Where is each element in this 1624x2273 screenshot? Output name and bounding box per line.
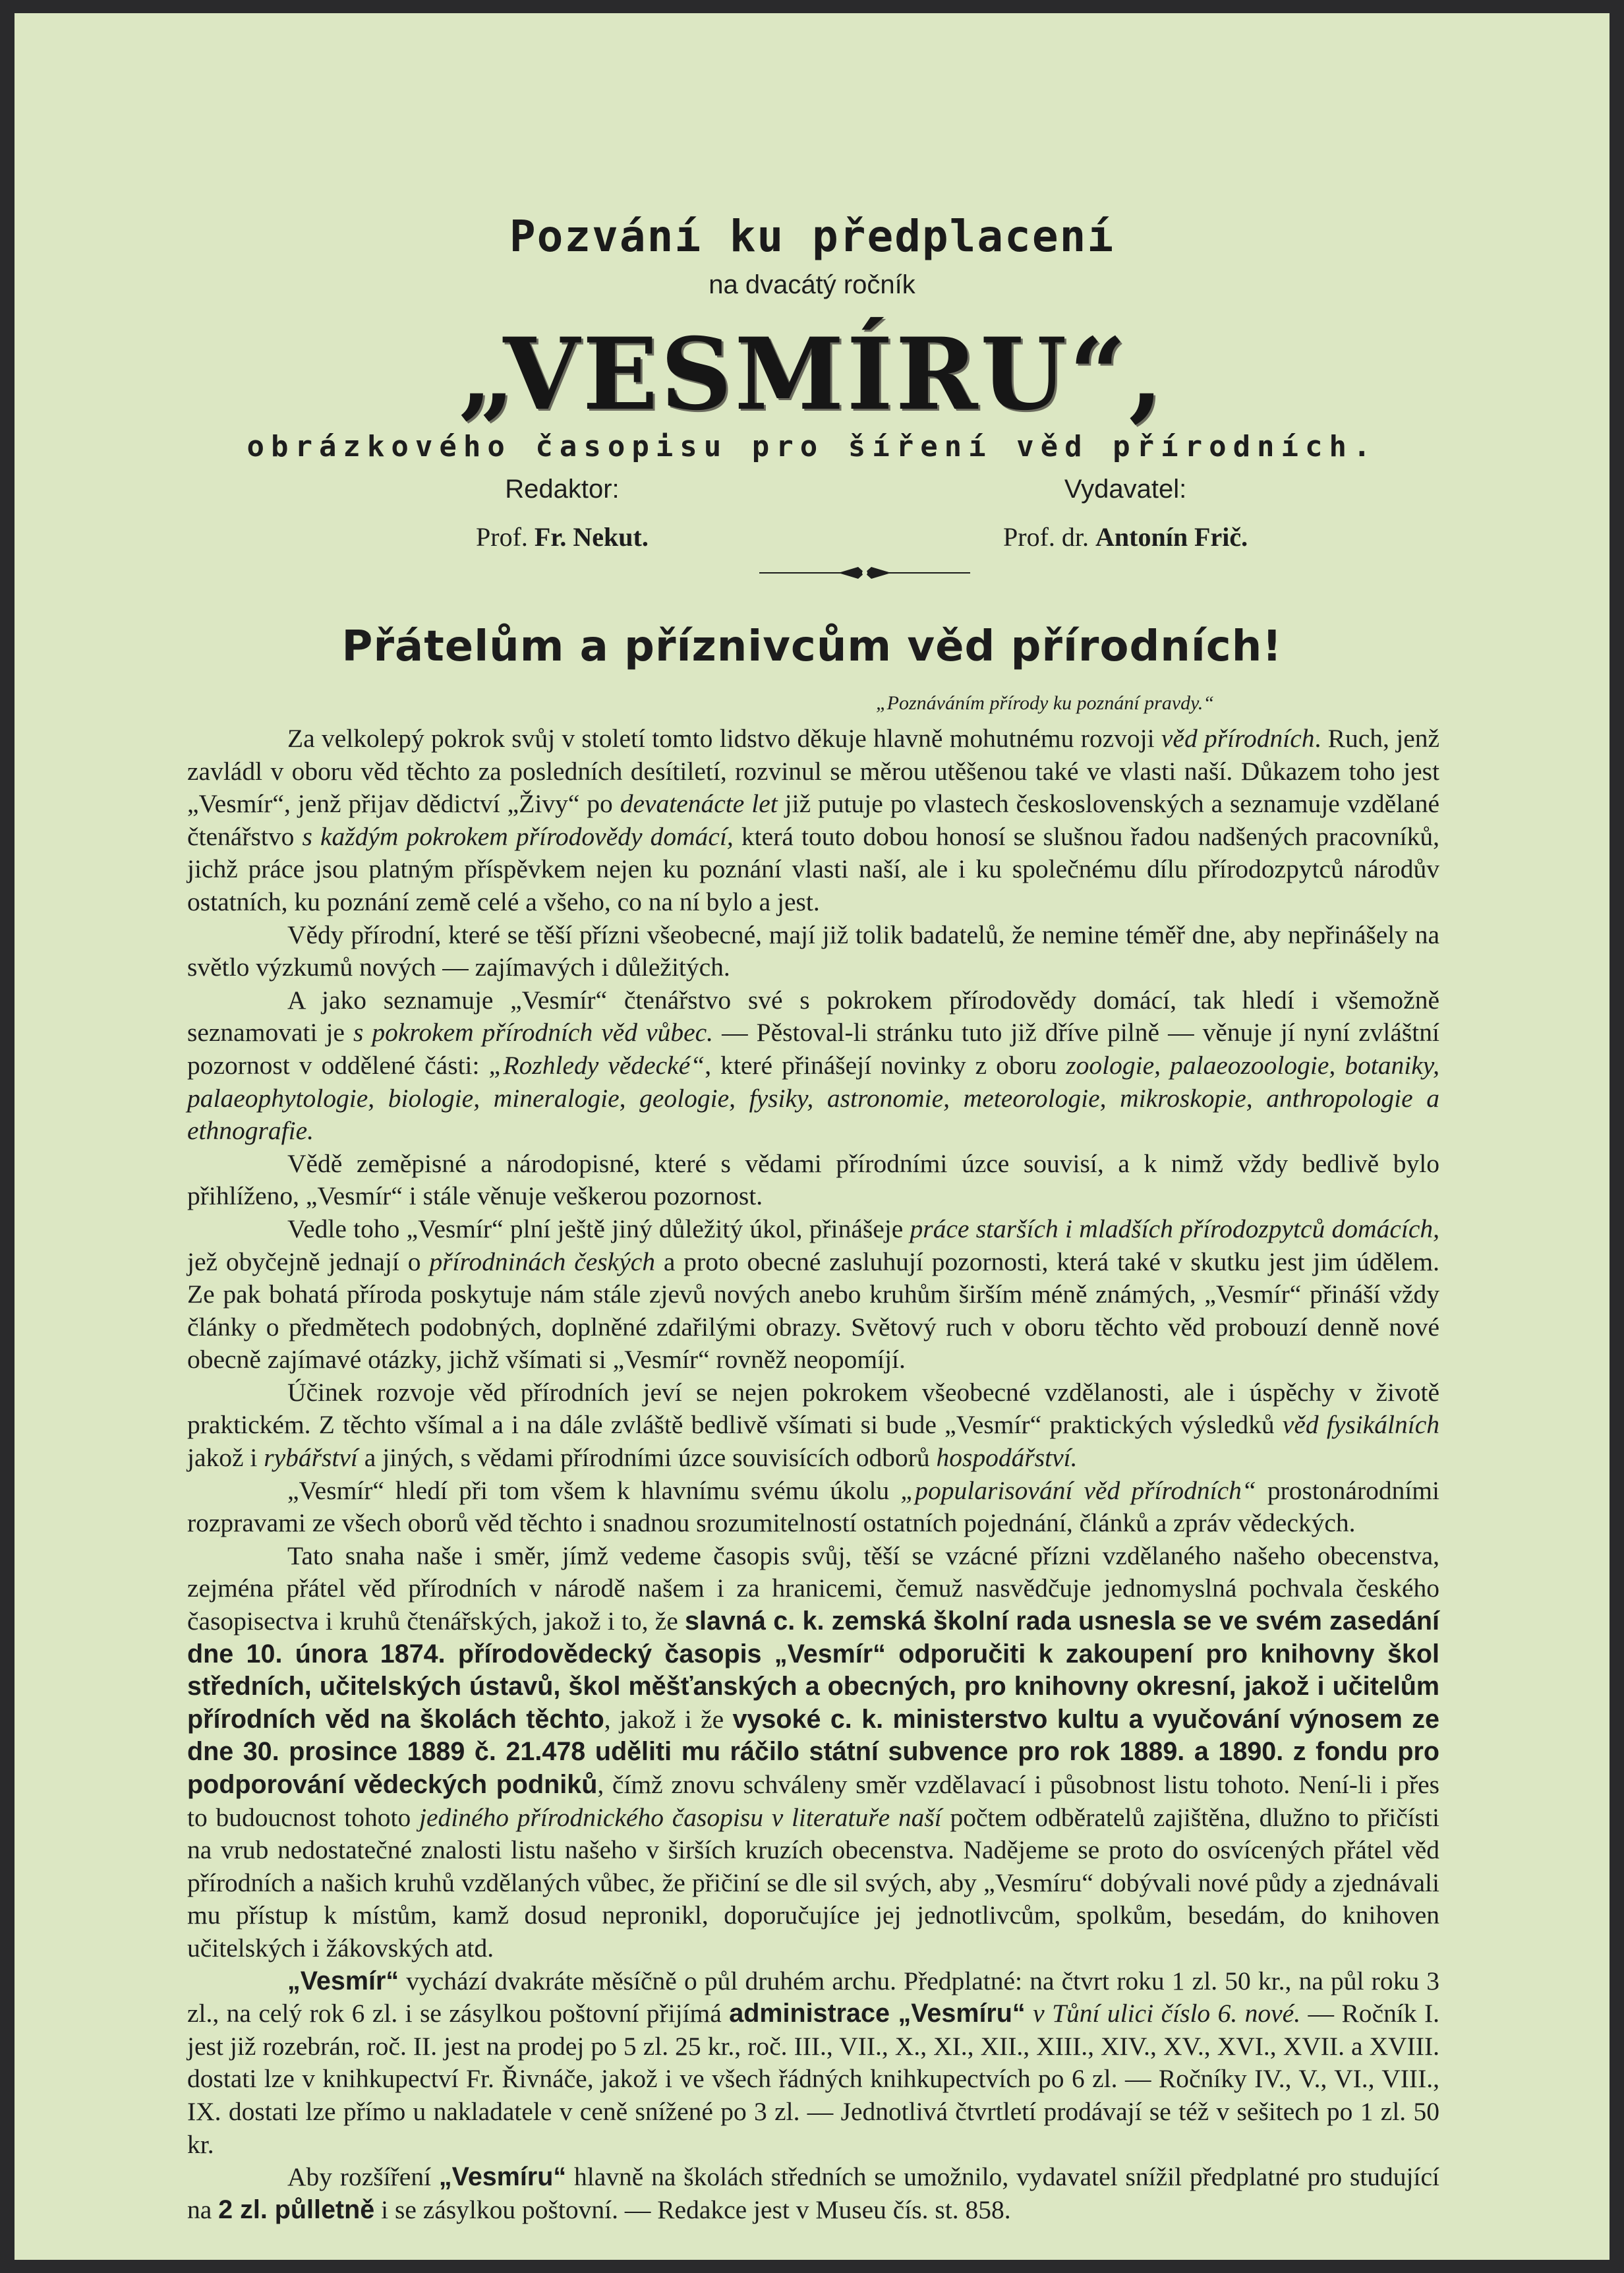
text-run: — Pěstoval-li stránku tuto již dříve pilně — věnuje jí nyní zvláštní pozornost v oddělené části: xyxy=(187,1018,1439,1080)
bold-run: 2 zl. půlletně xyxy=(218,2195,375,2224)
text-run: Tato snaha naše i směr, jímž vedeme časopis svůj, těší se vzácné přízni vzdělaného našeho obecenstva, zejména přátel věd přírodních v národě našem i za hranicemi, čemuž nasvědčuje jednomyslná pochvala českého časopisectva i kruhů čtenářských, jakož i to, že xyxy=(187,1541,1439,1636)
italic-run: práce starších i mladších přírodozpytců domácích, xyxy=(910,1214,1439,1243)
paragraph xyxy=(187,984,1439,1148)
address-heading: Přátelům a příznivcům věd přírodních! xyxy=(341,622,1283,671)
text-run: „Vesmír“ hledí při tom všem k hlavnímu svému úkolu xyxy=(287,1475,901,1505)
paragraph xyxy=(187,723,1439,919)
bold-run: „Vesmír“ xyxy=(287,1966,399,1995)
volume-subtitle: na dvacátý ročník xyxy=(709,270,915,299)
journal-tagline: obrázkového časopisu pro šíření věd přírodních. xyxy=(246,430,1378,463)
publisher-name-line xyxy=(1003,521,1248,552)
text-run: počtem odběratelů zajištěna, dlužno to přičísti na vrub nedostatečné znalosti listu našeho v širších kruzích obecenstva. Nadějeme se proto do osvícených přátel věd přírodních a našich kruhů vzdělaných vůbec, že přičiní se dle sil svých, aby „Vesmíru“ dobývali nové půdy a zjednávali mu přístup k místům, kamž dosud nepronikl, doporučujíce jej jednotlivcům, spolkům, besedám, do knihoven učitelských i žákovských atd. xyxy=(187,1802,1439,1963)
editor-block xyxy=(476,475,649,552)
document-page xyxy=(14,13,1610,2260)
text-run: — Ročník I. jest již rozebrán, roč. II. jest na prodej po 5 zl. 25 kr., roč. III., VII., X., XI., XII., XIII., XIV., XV., XVI., XVII. a XVIII. dostati lze v knihkupectví Fr. Řivnáče, jakož i ve všech řádných knihkupectvích po 6 zl. — Ročníky IV., V., VI., VIII., IX. dostati lze přímo u nakladatele v ceně snížené po 3 zl. — Jednotlivá čtvrtletí prodávají se též v sešitech po 1 zl. 50 kr. xyxy=(187,1999,1440,2159)
text-run: i se zásylkou poštovní. — Redakce jest v Museu čís. st. 858. xyxy=(374,2195,1011,2224)
text-run: Aby rozšíření xyxy=(287,2162,439,2192)
text-run: která touto dobou honosí se slušnou řadou nadšených pracovníků, jichž práce jsou platným příspěvkem nejen ku poznání vlasti naší, ale i ku společnému dílu přírodozpytců národův ostatních, ku poznání země celé a všeho, co na ní bylo a jest. xyxy=(187,821,1439,916)
editor-role: Redaktor: xyxy=(505,475,620,504)
text-run: Vědy přírodní, které se těší přízni všeobecné, mají již tolik badatelů, že nemine téměř dne, aby nepřinášely na světlo výzkumů nových — zajímavých i důležitých. xyxy=(187,920,1439,982)
publisher-block xyxy=(1003,475,1248,552)
text-run: a proto obecné zasluhují pozornosti, která také v skutku jest jim údělem. Ze pak bohatá příroda poskytuje nám stále zjevů nových anebo kruhům širším méně známých, „Vesmír“ přináší vždy články o předmětech podobných, doplněné zdařilými obrazy. Světový ruch v oboru těchto věd probouzí denně nové obecně zajímavé otázky, jichž všímati si „Vesmír“ rovněž neopomíjí. xyxy=(187,1247,1439,1374)
italic-run: v Tůní ulici číslo 6. nové. xyxy=(1033,1999,1301,2028)
text-run: Vedle toho „Vesmír“ plní ještě jiný důležitý úkol, přinášeje xyxy=(287,1214,910,1243)
italic-run: jediného přírodnického časopisu v literatuře naší xyxy=(419,1802,942,1832)
text-run: hlavně na školách středních se umožnilo, vydavatel snížil předplatné pro studující na xyxy=(187,2162,1440,2224)
text-run: prostonárodními rozpravami ze všech oborů věd těchto i snadnou srozumitelností ostatních pojednání, článků a zpráv vědeckých. xyxy=(187,1475,1439,1538)
paragraph xyxy=(187,1148,1439,1213)
body-text xyxy=(187,723,1439,2226)
text-run: A jako seznamuje „Vesmír“ čtenářstvo své s pokrokem přírodovědy domácí, tak hledí i všemožně seznamovati je xyxy=(187,985,1439,1048)
publisher-role: Vydavatel: xyxy=(1064,475,1187,504)
bold-run: vysoké c. k. ministerstvo kultu a vyučování výnosem ze dne 30. prosince 1889 č. 21.478 uděliti mu ráčilo státní subvence pro rok 1889. a 1890. z fondu pro podporování vědeckých podniků xyxy=(187,1704,1439,1799)
paragraph xyxy=(187,1376,1439,1475)
text-run: Za velkolepý pokrok svůj v století tomto lidstvo děkuje hlavně mohutnému rozvoji xyxy=(287,724,1161,753)
editor-prefix: Prof. xyxy=(476,522,528,552)
italic-run: věd fysikálních xyxy=(1282,1410,1439,1440)
text-run: , které přinášejí novinky z oboru xyxy=(705,1050,1066,1080)
italic-run: devatenácte let xyxy=(620,789,778,819)
text-run: jež obyčejně jednají o xyxy=(187,1247,430,1276)
italic-run: s každým pokrokem přírodovědy domácí, xyxy=(302,821,734,851)
paragraph xyxy=(187,1540,1439,1965)
italic-run: „popularisování věd přírodních“ xyxy=(900,1475,1256,1505)
paragraph xyxy=(187,2161,1439,2226)
publisher-name: Antonín Frič. xyxy=(1095,522,1248,552)
paragraph xyxy=(187,1475,1439,1540)
paragraph xyxy=(187,919,1439,984)
italic-run: s pokrokem přírodních věd vůbec. xyxy=(353,1018,714,1048)
invitation-title: Pozvání ku předplacení xyxy=(509,211,1115,262)
ornament-divider-icon xyxy=(759,563,970,583)
bold-run: slavná c. k. zemská školní rada usnesla se ve svém zasedání dne 10. února 1874. přírodovědecký časopis „Vesmír“ odporučiti k zakoupení pro knihovny škol středních, učitelských ústavů, škol měšťanských a obecných, pro knihovny okresní, jakož i učitelům přírodních věd na školách těchto xyxy=(187,1607,1439,1734)
editor-name: Fr. Nekut. xyxy=(534,522,649,552)
italic-run: zoologie, palaeozoologie, botaniky, palaeophytologie, biologie, mineralogie, geologie, fysiky, astronomie, meteorologie, mikroskopie, anthropologie a ethnografie. xyxy=(187,1050,1439,1146)
publisher-prefix: Prof. dr. xyxy=(1003,522,1089,552)
italic-run: rybářství xyxy=(264,1443,358,1473)
paragraph xyxy=(187,1213,1439,1376)
text-run: . Ruch, jenž zavládl v oboru věd těchto za posledních desítiletí, rozvinul se měrou utěšenou také ve vlasti naší. Důkazem toho jest „Vesmír“, jenž přijav dědictví „Živy“ po xyxy=(187,724,1440,819)
text-run: a jiných, s vědami přírodními úzce souvisících odborů xyxy=(357,1443,937,1473)
text-run xyxy=(1026,1999,1033,2028)
italic-run: přírodninách českých xyxy=(429,1247,656,1276)
text-run: Účinek rozvoje věd přírodních jeví se nejen pokrokem všeobecné vzdělanosti, ale i úspěchy v životě praktickém. Z těchto všímal a i na dále zvláště bedlivě všímati si bude „Vesmír“ praktických výsledků xyxy=(187,1377,1439,1440)
italic-run: hospodářství. xyxy=(936,1443,1078,1473)
text-run: vychází dvakráte měsíčně o půl druhém archu. Předplatné: na čtvrt roku 1 zl. 50 kr., na půl roku 3 zl., na celý rok 6 zl. i se zásylkou poštovní přijímá xyxy=(187,1966,1439,2028)
bold-run: „Vesmíru“ xyxy=(438,2162,567,2192)
editor-name-line xyxy=(476,521,649,552)
text-run: , jakož i že xyxy=(604,1704,733,1734)
text-run: již putuje po vlastech československých a seznamuje vzdělané čtenářstvo xyxy=(187,789,1440,851)
text-run: Vědě zeměpisné a národopisné, které s vědami přírodními úzce souvisí, a k nimž vždy bedlivě bylo přihlíženo, „Vesmír“ i stále věnuje veškerou pozornost. xyxy=(187,1148,1439,1211)
italic-run: „Rozhledy vědecké“ xyxy=(488,1050,705,1080)
text-run: jakož i xyxy=(187,1443,264,1473)
paragraph xyxy=(187,1965,1439,2162)
bold-run: administrace „Vesmíru“ xyxy=(729,1999,1026,2028)
text-run: , čímž znovu schváleny směr vzdělavací i působnost listu tohoto. Není-li i přes to budoucnost tohoto xyxy=(187,1770,1439,1832)
masthead-vesmiru: „VESMÍRU“, xyxy=(458,316,1166,432)
italic-run: věd přírodních xyxy=(1161,724,1315,753)
motto-quote: „Poznáváním přírody ku poznání pravdy.“ xyxy=(875,692,1214,714)
